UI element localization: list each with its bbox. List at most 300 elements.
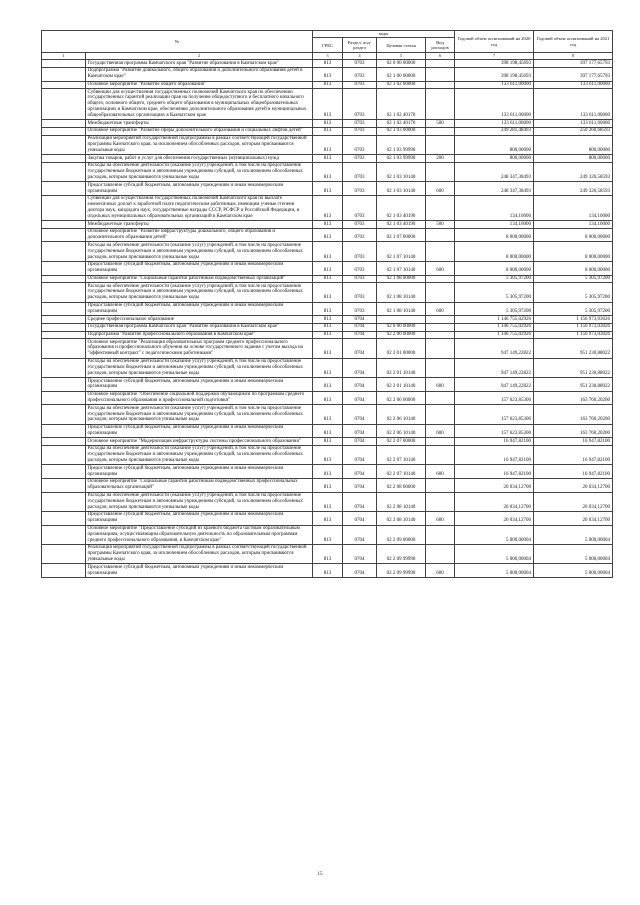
sum-2021-cell: 249 326,58593 (534, 162, 613, 181)
target-article-cell: 02 1 03 40190 (377, 221, 426, 229)
sum-2021-cell: 163 760,20200 (534, 391, 613, 405)
header-target-article: Целевая статья (377, 38, 426, 53)
sum-2020-cell: 800,00000 (455, 155, 534, 163)
target-article-cell: 02 2 06 10140 (377, 405, 426, 424)
section-code-cell: 0704 (343, 358, 377, 377)
table-row (42, 424, 613, 438)
sum-2021-cell: 5 305,97200 (534, 275, 613, 283)
table-body (42, 60, 613, 578)
target-article-cell: 02 1 07 00000 (377, 228, 426, 242)
header-sum-2021: Годовой объем ассигнований на 2021 год (534, 31, 613, 53)
row-number-cell (42, 358, 86, 377)
target-article-cell: 02 1 03 10140 (377, 182, 426, 196)
table-header (42, 31, 613, 60)
sum-2020-cell: 5 305,97200 (455, 283, 534, 302)
expense-name-cell: Предоставление субсидий бюджетным, автономным учреждениям и иным некоммерческим организациям (86, 302, 313, 316)
sum-2020-cell: 20 034,12700 (455, 492, 534, 511)
target-article-cell: 02 1 08 10140 (377, 283, 426, 302)
target-article-cell: 02 1 03 99990 (377, 155, 426, 163)
table-row (42, 316, 613, 324)
section-code-cell: 0703 (343, 195, 377, 220)
row-number-cell (42, 331, 86, 339)
table-row (42, 465, 613, 479)
table-row (42, 128, 613, 136)
target-article-cell: 02 1 07 10140 (377, 261, 426, 275)
sum-2020-cell: 248 347,38493 (455, 162, 534, 181)
sum-2020-cell: 16 947,82100 (455, 438, 534, 446)
expense-name-cell: Расходы на обеспечение деятельности (оказание услуг) учреждений, в том числе на предоставление государственным бюджетным и автономным учреждениям субсидий, за исключением обособленных расходов, которым присваиваются уникальные коды (86, 445, 313, 464)
grbs-code-cell: 813 (313, 525, 343, 544)
row-number-cell (42, 162, 86, 181)
grbs-code-cell: 813 (313, 221, 343, 229)
table-row (42, 135, 613, 154)
row-number-cell (42, 60, 86, 68)
expense-name-cell: Основное мероприятие "Развитие инфраструктуры дошкольного, общего образования и дополнительного образования детей" (86, 228, 313, 242)
sum-2020-cell: 133 611,00000 (455, 120, 534, 128)
row-number-cell (42, 564, 86, 578)
target-article-cell: 02 2 06 10140 (377, 424, 426, 438)
sum-2021-cell: 20 034,12700 (534, 511, 613, 525)
sum-2021-cell: 133 611,00000 (534, 81, 613, 89)
sum-2020-cell: 947 149,22822 (455, 378, 534, 392)
table-row (42, 339, 613, 358)
expense-type-cell: 500 (426, 120, 455, 128)
sum-2021-cell: 951 230,88022 (534, 339, 613, 358)
sum-2020-cell: 16 947,82100 (455, 445, 534, 464)
target-article-cell: 02 2 09 00000 (377, 525, 426, 544)
sum-2020-cell: 157 623,85300 (455, 391, 534, 405)
row-number-cell (42, 323, 86, 331)
expense-type-cell (426, 242, 455, 261)
section-code-cell: 0703 (343, 275, 377, 283)
target-article-cell: 02 2 08 00000 (377, 478, 426, 492)
grbs-code-cell: 813 (313, 478, 343, 492)
table-row (42, 492, 613, 511)
section-code-cell: 0704 (343, 339, 377, 358)
target-article-cell: 02 2 07 10140 (377, 445, 426, 464)
target-article-cell: 02 2 08 10140 (377, 511, 426, 525)
sum-2021-cell: 800,00000 (534, 155, 613, 163)
sum-2020-cell: 398 198,45693 (455, 60, 534, 68)
target-article-cell: 02 0 00 00000 (377, 323, 426, 331)
budget-table (41, 30, 613, 578)
expense-type-cell (426, 405, 455, 424)
row-number-cell (42, 424, 86, 438)
target-article-cell: 02 2 06 00000 (377, 391, 426, 405)
expense-name-cell: Расходы на обеспечение деятельности (оказание услуг) учреждений, в том числе на предоставление государственным бюджетным и автономным учреждениям субсидий, за исключением обособленных расходов, которым присваиваются уникальные коды (86, 358, 313, 377)
row-number-cell (42, 283, 86, 302)
column-number: 7 (455, 53, 534, 60)
target-article-cell: 02 2 01 00000 (377, 339, 426, 358)
expense-name-cell: Расходы на обеспечение деятельности (оказание услуг) учреждений, в том числе на предоставление государственным бюджетным и автономным учреждениям субсидий, за исключением обособленных расходов, которым присваиваются уникальные коды (86, 492, 313, 511)
page-number: 15 (317, 872, 323, 877)
sum-2021-cell: 133 611,00000 (534, 89, 613, 120)
sum-2021-cell: 250 260,68593 (534, 128, 613, 136)
expense-type-cell (426, 316, 455, 324)
grbs-code-cell: 813 (313, 316, 343, 324)
section-code-cell: 0704 (343, 405, 377, 424)
section-code-cell: 0704 (343, 438, 377, 446)
expense-type-cell (426, 128, 455, 136)
sum-2020-cell: 133 611,00000 (455, 81, 534, 89)
target-article-cell: 02 1 08 00000 (377, 275, 426, 283)
grbs-code-cell: 813 (313, 89, 343, 120)
sum-2021-cell: 163 760,20200 (534, 424, 613, 438)
row-number-cell (42, 438, 86, 446)
sum-2020-cell: 5 000,00004 (455, 564, 534, 578)
table-row (42, 89, 613, 120)
sum-2020-cell: 947 149,22822 (455, 339, 534, 358)
expense-name-cell: Предоставление субсидий бюджетным, автономным учреждениям и иным некоммерческим организациям (86, 465, 313, 479)
expense-name-cell: Подпрограмма "Развитие профессионального образования в Камчатском крае" (86, 331, 313, 339)
sum-2021-cell: 20 034,12700 (534, 492, 613, 511)
grbs-code-cell: 813 (313, 242, 343, 261)
target-article-cell: 02 1 03 40190 (377, 195, 426, 220)
table-row (42, 331, 613, 339)
target-article-cell: 02 1 03 10140 (377, 162, 426, 181)
grbs-code-cell: 813 (313, 155, 343, 163)
expense-type-cell: 600 (426, 424, 455, 438)
expense-name-cell: Государственная программа Камчатского края "Развитие образования в Камчатском крае" (86, 60, 313, 68)
expense-type-cell (426, 162, 455, 181)
row-number-cell (42, 445, 86, 464)
grbs-code-cell: 813 (313, 323, 343, 331)
target-article-cell: 02 2 01 10140 (377, 378, 426, 392)
header-razdel: Раздел, под-раздел (343, 38, 377, 53)
table-row (42, 81, 613, 89)
section-code-cell: 0703 (343, 155, 377, 163)
table-row (42, 155, 613, 163)
expense-name-cell: Государственная программа Камчатского края "Развитие образования в Камчатском крае" (86, 323, 313, 331)
row-number-cell (42, 511, 86, 525)
expense-type-cell: 600 (426, 465, 455, 479)
expense-name-cell: Основное мероприятие "Обеспечение социальной поддержки обучающимся по программам среднего профессионального образования и профессиональной подготовки" (86, 391, 313, 405)
sum-2020-cell: 5 305,97200 (455, 302, 534, 316)
expense-name-cell: Основное мероприятие "Социальные гарантии работникам подведомственных организаций" (86, 275, 313, 283)
expense-type-cell (426, 195, 455, 220)
sum-2021-cell: 249 326,58593 (534, 182, 613, 196)
sum-2020-cell: 8 000,00000 (455, 228, 534, 242)
expense-type-cell: 200 (426, 155, 455, 163)
sum-2021-cell: 397 177,65793 (534, 67, 613, 81)
target-article-cell: 02 2 07 10140 (377, 465, 426, 479)
target-article-cell: 02 2 00 00000 (377, 331, 426, 339)
grbs-code-cell: 813 (313, 275, 343, 283)
expense-type-cell: 500 (426, 221, 455, 229)
sum-2021-cell: 951 230,88022 (534, 358, 613, 377)
section-code-cell: 0704 (343, 424, 377, 438)
sum-2020-cell: 8 000,00000 (455, 242, 534, 261)
expense-name-cell: Основное мероприятие "Развитие сферы дополнительного образования и социальных лифтов детей" (86, 128, 313, 136)
table-row (42, 261, 613, 275)
table-row (42, 358, 613, 377)
section-code-cell: 0703 (343, 67, 377, 81)
row-number-cell (42, 316, 86, 324)
sum-2020-cell: 134,10000 (455, 221, 534, 229)
sum-2020-cell: 398 198,45693 (455, 67, 534, 81)
row-number-cell (42, 465, 86, 479)
expense-name-cell: Подпрограмма "Развитие дошкольного, общего образования и дополнительного образования детей в Камчатском крае" (86, 67, 313, 81)
target-article-cell: 02 1 00 00000 (377, 67, 426, 81)
grbs-code-cell: 813 (313, 120, 343, 128)
table-row (42, 228, 613, 242)
row-number-cell (42, 120, 86, 128)
table-row (42, 438, 613, 446)
section-code-cell: 0703 (343, 228, 377, 242)
sum-2021-cell: 397 177,65793 (534, 60, 613, 68)
sum-2020-cell: 1 146 755,02926 (455, 331, 534, 339)
expense-type-cell: 600 (426, 302, 455, 316)
column-number: 1 (42, 53, 86, 60)
expense-name-cell: Предоставление субсидий бюджетным, автономным учреждениям и иным некоммерческим организациям (86, 261, 313, 275)
row-number-cell (42, 155, 86, 163)
grbs-code-cell: 813 (313, 261, 343, 275)
table-row (42, 162, 613, 181)
row-number-cell (42, 261, 86, 275)
expense-name-cell: Расходы на обеспечение деятельности (оказание услуг) учреждений, в том числе на предоставление государственным бюджетным и автономным учреждениям субсидий, за исключением обособленных расходов, которым присваиваются уникальные коды (86, 242, 313, 261)
section-code-cell: 0703 (343, 242, 377, 261)
target-article-cell: 02 1 02 40170 (377, 120, 426, 128)
grbs-code-cell: 813 (313, 358, 343, 377)
target-article-cell: 02 1 03 00000 (377, 128, 426, 136)
sum-2021-cell: 1 156 973,03026 (534, 316, 613, 324)
section-code-cell: 0704 (343, 378, 377, 392)
expense-type-cell: 600 (426, 378, 455, 392)
table-row (42, 60, 613, 68)
expense-type-cell (426, 283, 455, 302)
table-row (42, 323, 613, 331)
sum-2021-cell: 5 000,00004 (534, 525, 613, 544)
table-row (42, 544, 613, 563)
section-code-cell: 0704 (343, 391, 377, 405)
sum-2021-cell: 134,10000 (534, 221, 613, 229)
sum-2021-cell: 951 230,88022 (534, 378, 613, 392)
section-code-cell: 0704 (343, 492, 377, 511)
row-number-cell (42, 391, 86, 405)
section-code-cell: 0704 (343, 465, 377, 479)
expense-name-cell: Предоставление субсидий бюджетным, автономным учреждениям и иным некоммерческим организациям (86, 182, 313, 196)
row-number-cell (42, 339, 86, 358)
expense-name-cell: Межбюджетные трансферты (86, 120, 313, 128)
section-code-cell: 0704 (343, 323, 377, 331)
grbs-code-cell: 813 (313, 302, 343, 316)
expense-type-cell (426, 331, 455, 339)
target-article-cell: 02 1 08 10140 (377, 302, 426, 316)
section-code-cell: 0703 (343, 302, 377, 316)
section-code-cell: 0703 (343, 283, 377, 302)
expense-name-cell: Реализация мероприятий государственной подпрограммы в рамках соответствующей государственной программы Камчатского края, за исключением обособленных расходов, которым присваиваются уникальные коды (86, 544, 313, 563)
column-number-row (42, 53, 613, 60)
row-number-cell (42, 81, 86, 89)
section-code-cell: 0703 (343, 120, 377, 128)
row-number-cell (42, 67, 86, 81)
target-article-cell: 02 1 03 99990 (377, 135, 426, 154)
target-article-cell: 02 2 09 99990 (377, 544, 426, 563)
header-expense-type: Вид расходов (426, 38, 455, 53)
sum-2021-cell: 16 947,82100 (534, 438, 613, 446)
section-code-cell: 0704 (343, 316, 377, 324)
table-row (42, 242, 613, 261)
row-number-cell (42, 492, 86, 511)
sum-2020-cell: 249 281,48493 (455, 128, 534, 136)
sum-2021-cell: 1 156 973,03026 (534, 323, 613, 331)
row-number-cell (42, 378, 86, 392)
section-code-cell: 0703 (343, 60, 377, 68)
sum-2020-cell: 133 611,00000 (455, 89, 534, 120)
row-number-cell (42, 221, 86, 229)
expense-type-cell: 600 (426, 511, 455, 525)
grbs-code-cell: 813 (313, 195, 343, 220)
grbs-code-cell: 813 (313, 339, 343, 358)
section-code-cell: 0703 (343, 261, 377, 275)
expense-type-cell (426, 89, 455, 120)
expense-name-cell: Закупка товаров, работ и услуг для обеспечения государственных (муниципальных) нужд (86, 155, 313, 163)
table-row (42, 405, 613, 424)
section-code-cell: 0704 (343, 525, 377, 544)
sum-2021-cell: 5 305,97200 (534, 283, 613, 302)
target-article-cell (377, 316, 426, 324)
sum-2020-cell: 157 623,85300 (455, 405, 534, 424)
expense-name-cell: Расходы на обеспечение деятельности (оказание услуг) учреждений, в том числе на предоставление государственным бюджетным и автономным учреждениям субсидий, за исключением обособленных расходов, которым присваиваются уникальные коды (86, 283, 313, 302)
sum-2020-cell: 947 149,22822 (455, 358, 534, 377)
grbs-code-cell: 813 (313, 438, 343, 446)
table-row (42, 120, 613, 128)
expense-name-cell: Расходы на обеспечение деятельности (оказание услуг) учреждений, в том числе на предоставление государственным бюджетным и автономным учреждениям субсидий, за исключением обособленных расходов, которым присваиваются уникальные коды (86, 162, 313, 181)
row-number-cell (42, 478, 86, 492)
expense-name-cell: Субвенции для осуществления государственных полномочий Камчатского края по обеспечению государственных гарантий реализации прав на получение общедоступного и бесплатного начального общего, основного общего, среднего общего образования в муниципальных общеобразовательных организациях в Камчатском крае, обеспечению дополнительного образования детей в муниципальных общеобразовательных организациях в Камчатском крае (86, 89, 313, 120)
target-article-cell: 02 2 01 10140 (377, 358, 426, 377)
target-article-cell: 02 1 02 40170 (377, 89, 426, 120)
expense-type-cell (426, 323, 455, 331)
grbs-code-cell: 813 (313, 182, 343, 196)
expense-name-cell: Основное мероприятие "Предоставление субсидий из краевого бюджета частным образовательным организациям, осуществляющим образовательную деятельность по образовательным программам среднего профессионального образования, в Камчатском крае" (86, 525, 313, 544)
sum-2021-cell: 5 305,97200 (534, 302, 613, 316)
sum-2021-cell: 20 034,12700 (534, 478, 613, 492)
section-code-cell: 0704 (343, 445, 377, 464)
row-number-cell (42, 544, 86, 563)
row-number-cell (42, 302, 86, 316)
table-row (42, 378, 613, 392)
sum-2020-cell: 134,10000 (455, 195, 534, 220)
target-article-cell: 02 1 07 10140 (377, 242, 426, 261)
table-row (42, 445, 613, 464)
sum-2021-cell: 5 000,00004 (534, 564, 613, 578)
sum-2021-cell: 8 000,00000 (534, 242, 613, 261)
target-article-cell: 02 2 08 10140 (377, 492, 426, 511)
sum-2020-cell: 5 000,00004 (455, 544, 534, 563)
expense-type-cell (426, 525, 455, 544)
expense-name-cell: Расходы на обеспечение деятельности (оказание услуг) учреждений, в том числе на предоставление государственным бюджетным и автономным учреждениям субсидий, за исключением обособленных расходов, которым присваиваются уникальные коды (86, 405, 313, 424)
section-code-cell: 0704 (343, 511, 377, 525)
sum-2021-cell: 163 760,20200 (534, 405, 613, 424)
table-row (42, 511, 613, 525)
section-code-cell: 0704 (343, 564, 377, 578)
sum-2020-cell: 5 000,00004 (455, 525, 534, 544)
target-article-cell: 02 2 09 99990 (377, 564, 426, 578)
row-number-cell (42, 195, 86, 220)
expense-type-cell (426, 358, 455, 377)
section-code-cell: 0703 (343, 89, 377, 120)
table-row (42, 195, 613, 220)
expense-type-cell (426, 81, 455, 89)
column-number: 5 (377, 53, 426, 60)
table-row (42, 182, 613, 196)
sum-2020-cell: 800,00000 (455, 135, 534, 154)
expense-type-cell (426, 544, 455, 563)
target-article-cell: 02 0 00 00000 (377, 60, 426, 68)
table-row (42, 67, 613, 81)
expense-name-cell: Субвенции для осуществления государственных полномочий Камчатского края по выплате ежемесячных доплат к заработной плате педагогическим работникам, имеющим ученые степени доктора наук, кандидата наук, государственные награды СССР, РСФСР и Российской Федерации, и отдельных муниципальных образовательных организаций в Камчатском крае (86, 195, 313, 220)
header-sum-2020: Годовой объем ассигнований на 2020 год (455, 31, 534, 53)
sum-2020-cell: 5 305,97200 (455, 275, 534, 283)
sum-2020-cell: 248 347,38493 (455, 182, 534, 196)
header-codes: коды (313, 31, 455, 38)
grbs-code-cell: 813 (313, 60, 343, 68)
sum-2020-cell: 157 623,85300 (455, 424, 534, 438)
grbs-code-cell: 813 (313, 128, 343, 136)
section-code-cell: 0704 (343, 331, 377, 339)
expense-type-cell (426, 60, 455, 68)
row-number-cell (42, 242, 86, 261)
section-code-cell: 0703 (343, 128, 377, 136)
row-number-cell (42, 228, 86, 242)
expense-name-cell: Предоставление субсидий бюджетным, автономным учреждениям и иным некоммерческим организациям (86, 424, 313, 438)
expense-name-cell: Среднее профессиональное образование (86, 316, 313, 324)
sum-2020-cell: 8 000,00000 (455, 261, 534, 275)
column-number: 4 (343, 53, 377, 60)
column-number: 3 (313, 53, 343, 60)
sum-2020-cell: 1 146 755,02926 (455, 323, 534, 331)
expense-type-cell (426, 391, 455, 405)
sum-2020-cell: 1 146 755,02926 (455, 316, 534, 324)
expense-type-cell (426, 445, 455, 464)
section-code-cell: 0703 (343, 135, 377, 154)
row-number-cell (42, 182, 86, 196)
expense-type-cell (426, 228, 455, 242)
expense-name-cell: Предоставление субсидий бюджетным, автономным учреждениям и иным некоммерческим организациям (86, 511, 313, 525)
table-row (42, 275, 613, 283)
grbs-code-cell: 813 (313, 511, 343, 525)
grbs-code-cell: 813 (313, 544, 343, 563)
expense-type-cell (426, 135, 455, 154)
sum-2021-cell: 5 000,00004 (534, 544, 613, 563)
grbs-code-cell: 813 (313, 162, 343, 181)
grbs-code-cell: 813 (313, 331, 343, 339)
sum-2021-cell: 133 611,00000 (534, 120, 613, 128)
expense-name-cell: Основное мероприятие "Модернизация инфраструктуры системы профессионального образования" (86, 438, 313, 446)
column-number: 6 (426, 53, 455, 60)
section-code-cell: 0703 (343, 182, 377, 196)
expense-type-cell: 600 (426, 182, 455, 196)
row-number-cell (42, 525, 86, 544)
sum-2021-cell: 8 000,00000 (534, 228, 613, 242)
expense-name-cell: Предоставление субсидий бюджетным, автономным учреждениям и иным некоммерческим организациям (86, 378, 313, 392)
row-number-cell (42, 405, 86, 424)
row-number-cell (42, 128, 86, 136)
grbs-code-cell: 813 (313, 67, 343, 81)
grbs-code-cell: 813 (313, 424, 343, 438)
sum-2020-cell: 20 034,12700 (455, 478, 534, 492)
table-row (42, 391, 613, 405)
expense-name-cell: Основное мероприятие "Социальные гарантии работникам подведомственных профессиональных образовательных организаций" (86, 478, 313, 492)
grbs-code-cell: 813 (313, 391, 343, 405)
expense-type-cell (426, 339, 455, 358)
sum-2021-cell: 800,00000 (534, 135, 613, 154)
grbs-code-cell: 813 (313, 81, 343, 89)
table-row (42, 478, 613, 492)
sum-2021-cell: 16 947,82100 (534, 445, 613, 464)
column-number: 2 (86, 53, 313, 60)
